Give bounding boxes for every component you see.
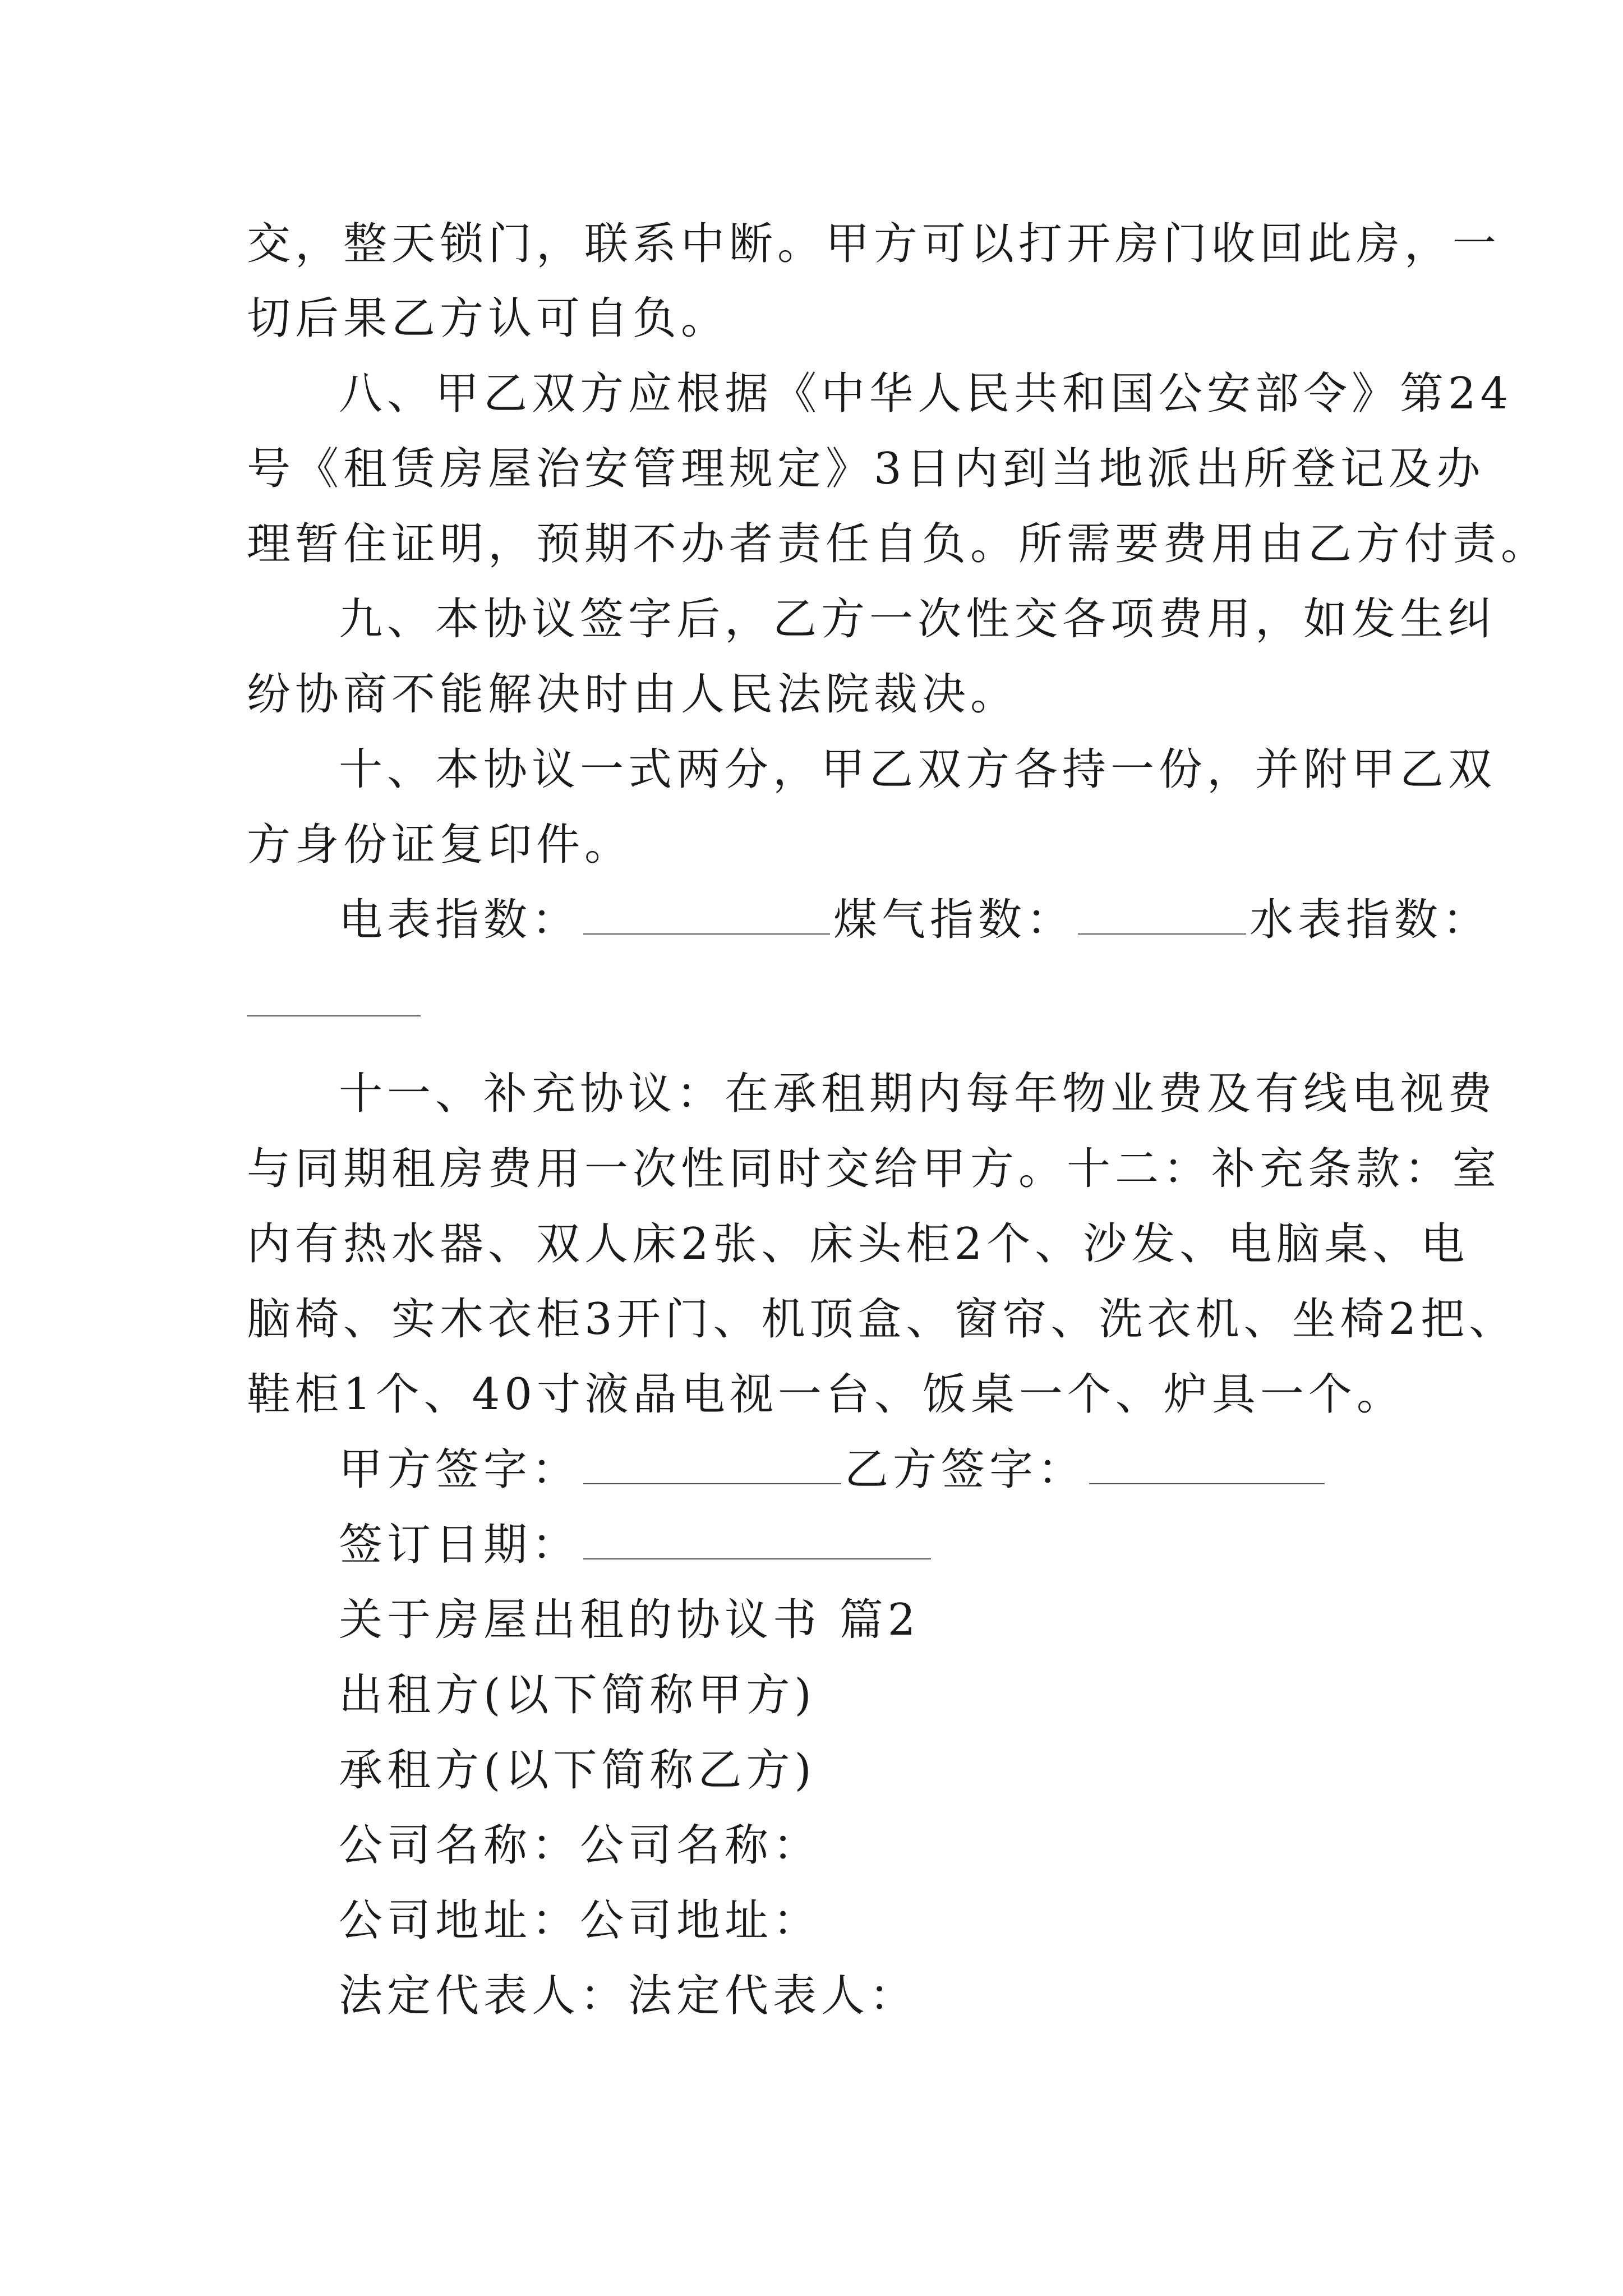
paragraph-8-line-3: 理暂住证明，预期不办者责任自负。所需要费用由乙方付责。 xyxy=(247,519,1550,569)
electric-meter-label: 电表指数： xyxy=(339,895,580,945)
paragraph-11-line-5: 鞋柜1个、40寸液晶电视一台、饭桌一个、炉具一个。 xyxy=(247,1369,1405,1420)
meter-readings-row xyxy=(339,892,1491,948)
paragraph-8-line-2: 号《租赁房屋治安管理规定》3日内到当地派出所登记及办 xyxy=(247,444,1485,494)
paragraph-9-line-1: 九、本协议签字后，乙方一次性交各项费用，如发生纠 xyxy=(339,594,1497,645)
paragraph-11-line-4: 脑椅、实木衣柜3开门、机顶盒、窗帘、洗衣机、坐椅2把、 xyxy=(247,1294,1518,1345)
company-name-line: 公司名称：公司名称： xyxy=(339,1820,822,1871)
company-address-line: 公司地址：公司地址： xyxy=(339,1895,822,1946)
paragraph-8-line-1: 八、甲乙双方应根据《中华人民共和国公安部令》第24 xyxy=(339,369,1513,419)
signing-date-label: 签订日期： xyxy=(339,1520,580,1570)
signing-date-blank[interactable] xyxy=(583,1526,931,1559)
paragraph-9-line-2: 纷协商不能解决时由人民法院裁决。 xyxy=(247,669,1019,720)
party-a-signature-label: 甲方签字： xyxy=(339,1444,580,1495)
lessor-line: 出租方(以下简称甲方) xyxy=(339,1670,816,1720)
paragraph-11-line-1: 十一、补充协议：在承租期内每年物业费及有线电视费 xyxy=(339,1069,1497,1119)
section-2-title: 关于房屋出租的协议书 篇2 xyxy=(339,1595,920,1645)
water-meter-label: 水表指数： xyxy=(1249,895,1491,945)
paragraph-7-line-1: 交，整天锁门，联系中断。甲方可以打开房门收回此房，一 xyxy=(247,219,1501,269)
paragraph-7-line-2: 切后果乙方认可自负。 xyxy=(247,293,730,344)
legal-representative-line: 法定代表人：法定代表人： xyxy=(339,1971,918,2021)
party-b-signature-blank[interactable] xyxy=(1089,1451,1325,1484)
party-b-signature-label: 乙方签字： xyxy=(845,1444,1086,1495)
gas-meter-blank[interactable] xyxy=(1078,901,1246,935)
paragraph-11-line-2: 与同期租房费用一次性同时交给甲方。十二：补充条款：室 xyxy=(247,1144,1501,1194)
lessee-line: 承租方(以下简称乙方) xyxy=(339,1745,816,1796)
gas-meter-label: 煤气指数： xyxy=(833,895,1075,945)
signing-date-row xyxy=(339,1517,934,1573)
water-meter-blank[interactable] xyxy=(247,1015,421,1016)
paragraph-11-line-3: 内有热水器、双人床2张、床头柜2个、沙发、电脑桌、电 xyxy=(247,1219,1469,1269)
paragraph-10-line-1: 十、本协议一式两分，甲乙双方各持一份，并附甲乙双 xyxy=(339,744,1497,795)
paragraph-10-line-2: 方身份证复印件。 xyxy=(247,820,633,870)
electric-meter-blank[interactable] xyxy=(583,901,830,935)
party-a-signature-blank[interactable] xyxy=(583,1451,841,1484)
signature-row xyxy=(339,1442,1328,1498)
